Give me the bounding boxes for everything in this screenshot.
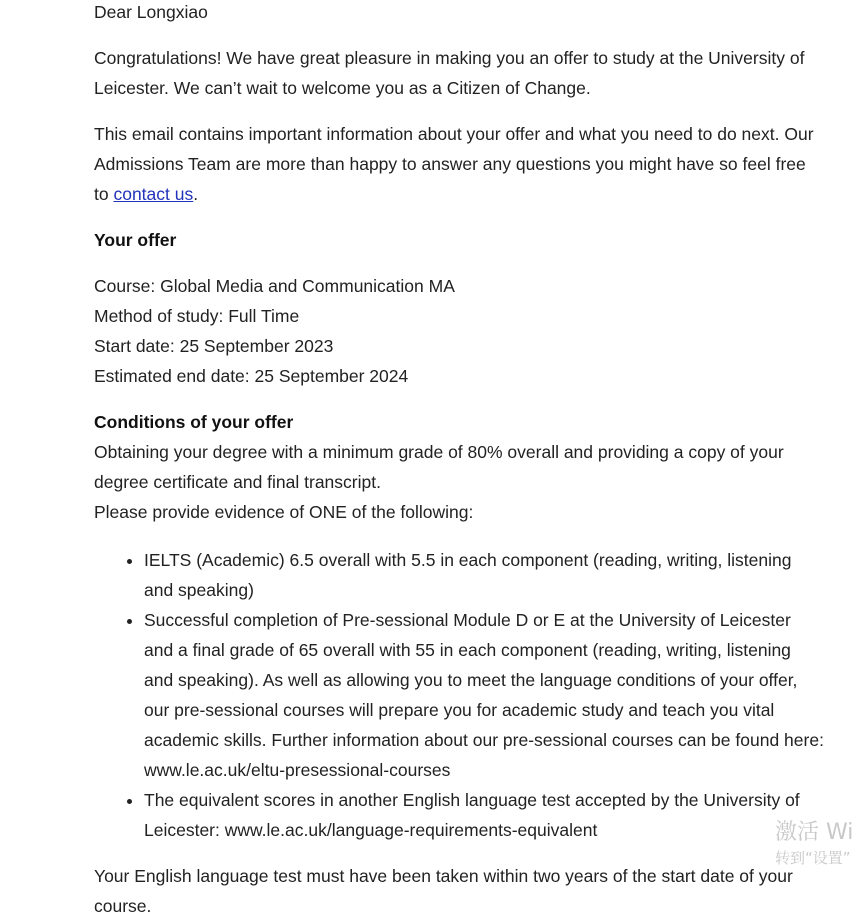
- end-date-line: Estimated end date: 25 September 2024: [94, 366, 409, 386]
- contact-us-link[interactable]: contact us: [113, 184, 194, 204]
- email-body: [94, 0, 824, 921]
- conditions-heading: Conditions of your offer: [94, 412, 294, 432]
- evidence-text: Please provide evidence of ONE of the following:: [94, 502, 474, 522]
- info-text: This email contains important information about your offer and what you need to do next. Our Admissions Team are more than happy to answer any questions you might have so feel free to: [94, 124, 814, 204]
- course-line: Course: Global Media and Communication MA: [94, 276, 455, 296]
- intro-paragraph: Congratulations! We have great pleasure in making you an offer to study at the University of Leicester. We can’t wait to welcome you as a Citizen of Change.: [94, 48, 805, 98]
- info-end: .: [193, 184, 199, 204]
- watermark-title: 激活 Wi: [775, 820, 854, 845]
- conditions-text: Obtaining your degree with a minimum grade of 80% overall and providing a copy of your degree certificate and final transcript.: [94, 442, 784, 492]
- start-date-line: Start date: 25 September 2023: [94, 336, 334, 356]
- list-item: • IELTS (Academic) 6.5 overall with 5.5 in each component (reading, writing, listening and speaking): [144, 545, 824, 605]
- info-paragraph: [94, 119, 824, 209]
- method-line: Method of study: Full Time: [94, 306, 300, 326]
- list-item: • The equivalent scores in another English language test accepted by the University of Leicester: www.le.ac.uk/language-requirements-equivalent: [144, 785, 824, 845]
- greeting: Dear Longxiao: [94, 2, 208, 22]
- offer-details: [94, 271, 824, 391]
- list-item: • Successful completion of Pre-sessional Module D or E at the University of Leicester and a final grade of 65 overall with 55 in each component (reading, writing, listening and speaking). As well as allowing you to meet the language conditions of your offer, our pre-sessional courses will prepare you for academic study and teach you vital academic skills. Further information about our pre-sessional courses can be found here: www.le.ac.uk/eltu-presessional-courses: [144, 605, 824, 785]
- offer-heading: Your offer: [94, 230, 177, 250]
- footer-text: Your English language test must have been taken within two years of the start date of your course.: [94, 866, 793, 916]
- conditions-list: [94, 545, 824, 845]
- watermark-subtitle: 转到“设置”: [775, 849, 851, 867]
